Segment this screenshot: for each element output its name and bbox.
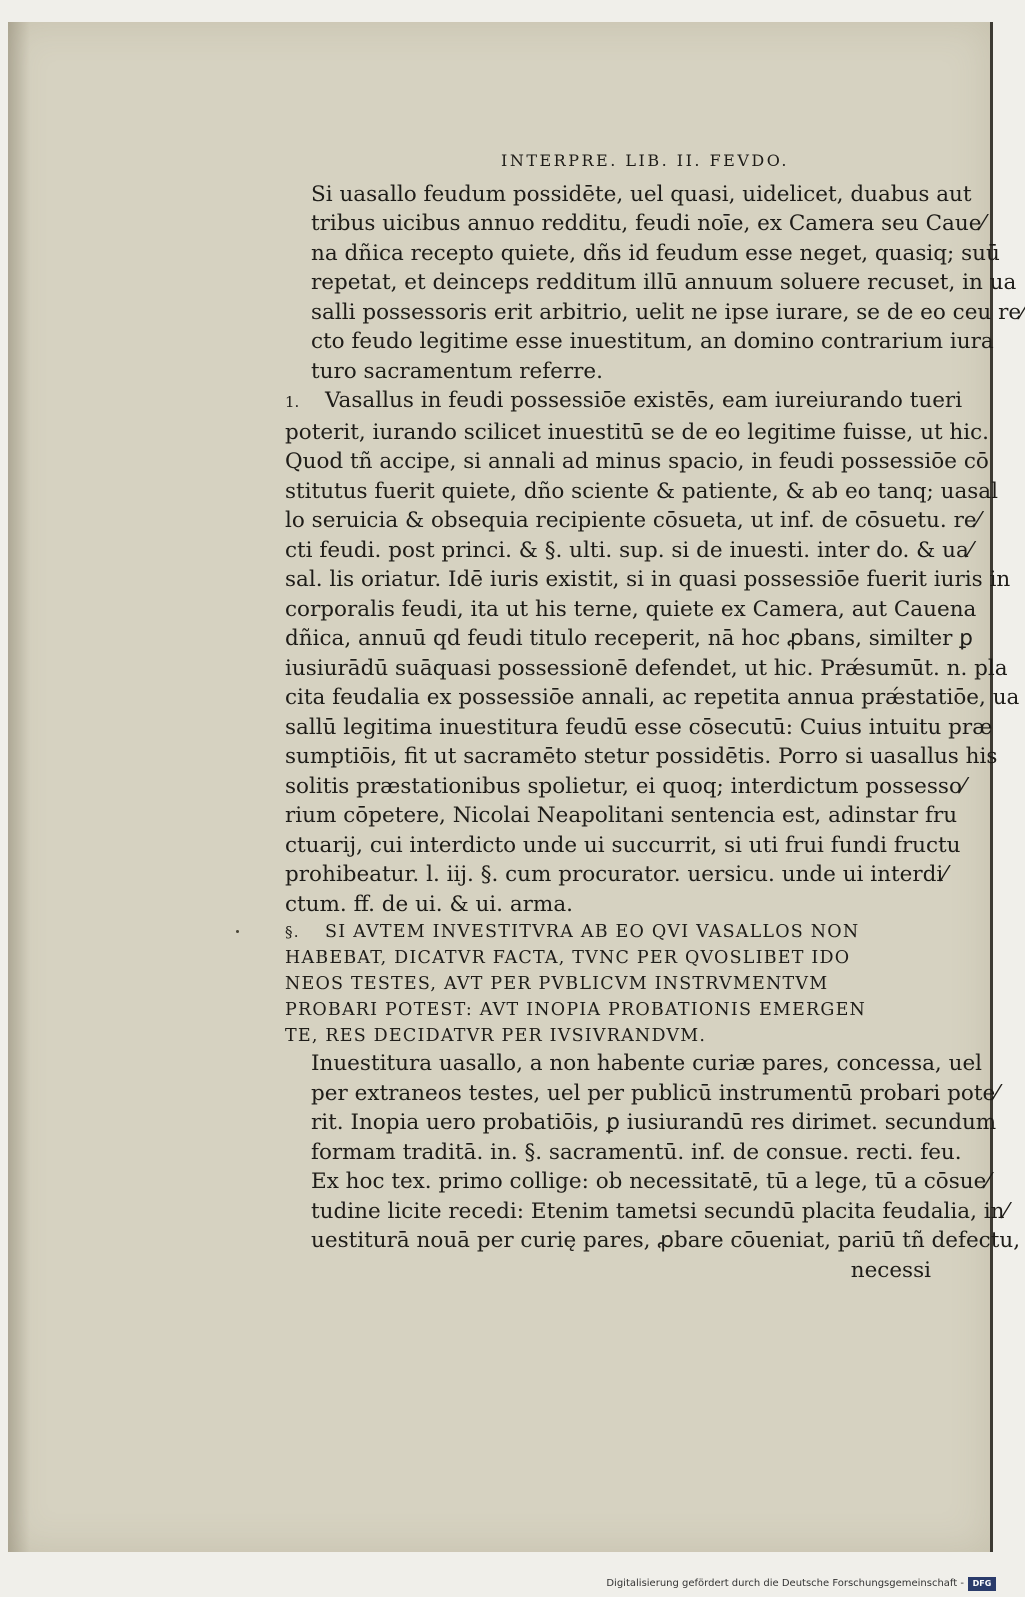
paragraphs-container xyxy=(285,180,1025,1256)
text-line xyxy=(285,1108,997,1138)
line-text: uestiturā nouā per curię pares, ꝓbare cōueniat, pariū tñ defectu, xyxy=(311,1228,1021,1253)
text-line xyxy=(285,268,1017,298)
line-text: ctuarij, cui interdicto unde ui succurrit, si uti frui fundi fructu xyxy=(285,832,961,858)
line-text: lo seruicia & obsequia recipiente cōsueta, ut inf. de cōsuetu. re⁄ xyxy=(285,508,981,533)
line-text: HABEBAT, DICATVR FACTA, TVNC PER QVOSLIBET IDO xyxy=(285,948,851,968)
line-text: turo sacramentum referre. xyxy=(311,358,603,384)
text-line xyxy=(285,801,958,831)
text-line xyxy=(285,1138,962,1168)
line-text: cita feudalia ex possessiōe annali, ac repetita annua prǽstatiōe, ua xyxy=(285,685,1020,710)
line-text: cti feudi. post princi. & §. ulti. sup. si de inuesti. inter do. & ua⁄ xyxy=(285,537,973,563)
text-line xyxy=(285,595,977,625)
line-text: Ex hoc tex. primo collige: ob necessitatē, tū a lege, tū a cōsue⁄ xyxy=(311,1169,990,1194)
margin-ink-dot xyxy=(236,930,239,933)
line-text: per extraneos testes, uel per publicū instrumentū probari pote⁄ xyxy=(311,1080,999,1106)
line-text: repetat, et deinceps redditum illū annuum soluere recuset, in ua xyxy=(311,270,1017,295)
line-text: rit. Inopia uero probatiōis, ꝑ iusiurandū res dirimet. secundum xyxy=(311,1110,997,1135)
text-line xyxy=(285,654,1008,684)
line-text: Si uasallo feudum possidēte, uel quasi, uidelicet, duabus aut xyxy=(311,181,972,207)
line-text: formam traditā. in. §. sacramentū. inf. de consue. recti. feu. xyxy=(311,1139,962,1165)
text-line xyxy=(285,890,935,920)
text-paragraph xyxy=(285,386,1020,919)
text-line xyxy=(285,1226,1021,1256)
text-block xyxy=(285,146,1025,1285)
catchword: necessi xyxy=(850,1257,931,1283)
line-text: tudine licite recedi: Etenim tametsi secundū placita feudalia, in⁄ xyxy=(311,1198,1009,1224)
text-line xyxy=(285,945,935,971)
text-line xyxy=(285,997,935,1023)
line-text: TE, RES DECIDATVR PER IVSIVRANDVM. xyxy=(285,1026,707,1046)
rubric-paragraph xyxy=(285,919,935,1049)
running-head: INTERPRE. LIB. II. FEVDO. xyxy=(501,151,789,170)
text-line xyxy=(285,477,998,507)
line-text: PROBARI POTEST: AVT INOPIA PROBATIONIS EMERGEN xyxy=(285,1000,867,1020)
paragraph-marker: 1. xyxy=(285,393,300,411)
text-paragraph xyxy=(285,1049,999,1167)
text-line xyxy=(285,536,973,566)
line-text: Quod tñ accipe, si annali ad minus spacio, in feudi possessiōe cō xyxy=(285,449,989,474)
paragraph-marker: §. xyxy=(285,923,300,941)
line-text: corporalis feudi, ita ut his terne, quiete ex Camera, aut Cauena xyxy=(285,596,977,622)
text-line xyxy=(285,1197,1009,1227)
text-line xyxy=(285,860,947,890)
text-line xyxy=(285,971,935,997)
line-text: poterit, iurando scilicet inuestitū se de eo legitime fuisse, ut hic. xyxy=(285,419,990,445)
text-line xyxy=(285,742,998,772)
line-text: sal. lis oriatur. Idē iuris existit, si in quasi possessiōe fuerit iuris in xyxy=(285,567,1011,592)
text-line xyxy=(285,565,1011,595)
footer-bar xyxy=(0,1576,1000,1597)
text-line xyxy=(285,624,973,654)
text-line xyxy=(285,1079,999,1109)
text-line xyxy=(285,298,1025,328)
line-text: iusiurādū suāquasi possessionē defendet, ut hic. Prǽsumūt. n. pla xyxy=(285,655,1008,681)
line-text: rium cōpetere, Nicolai Neapolitani sentencia est, adinstar fru xyxy=(285,803,958,828)
text-line xyxy=(285,772,966,802)
text-line xyxy=(285,418,990,448)
line-text: NEOS TESTES, AVT PER PVBLICVM INSTRVMENTVM xyxy=(285,974,829,994)
line-text: ctum. ff. de ui. & ui. arma. xyxy=(285,891,573,917)
text-paragraph xyxy=(285,180,1025,387)
line-text: dñica, annuū qd feudi titulo receperit, nā hoc ꝓbans, similter ꝑ xyxy=(285,626,973,651)
line-text: na dñica recepto quiete, dñs id feudum esse neget, quasiq; suū xyxy=(311,240,1000,266)
text-line xyxy=(285,447,989,477)
text-line xyxy=(285,683,1020,713)
line-text: sallū legitima inuestitura feudū esse cōsecutū: Cuius intuitu præ xyxy=(285,714,993,740)
page-gutter-shadow xyxy=(8,22,30,1552)
line-text: cto feudo legitime esse inuestitum, an domino contrarium iura xyxy=(311,329,994,354)
text-line xyxy=(285,327,994,357)
text-line xyxy=(285,357,935,387)
line-text: prohibeatur. l. iij. §. cum procurator. uersicu. unde ui interdi⁄ xyxy=(285,862,947,887)
text-line xyxy=(285,209,986,239)
text-paragraph xyxy=(285,1167,1021,1256)
text-line xyxy=(285,506,981,536)
line-text: Inuestitura uasallo, a non habente curiæ pares, concessa, uel xyxy=(311,1051,983,1076)
text-line xyxy=(285,919,935,945)
text-line xyxy=(285,180,972,210)
line-text: Vasallus in feudi possessiōe existēs, eam iureiurando tueri xyxy=(325,388,963,413)
text-line xyxy=(285,1167,990,1197)
line-text: tribus uicibus annuo redditu, feudi noīe, ex Camera seu Caue⁄ xyxy=(311,211,986,236)
text-line xyxy=(285,1023,935,1049)
line-text: solitis præstationibus spolietur, ei quoq; interdictum possesso⁄ xyxy=(285,773,966,799)
text-line xyxy=(285,386,963,418)
text-line xyxy=(285,239,1000,269)
line-text: stitutus fuerit quiete, dño sciente & patiente, & ab eo tanq; uasal xyxy=(285,478,998,504)
dfg-logo: DFG xyxy=(968,1577,996,1591)
line-text: salli possessoris erit arbitrio, uelit ne ipse iurare, se de eo ceu re⁄ xyxy=(311,299,1025,325)
footer-credit: Digitalisierung gefördert durch die Deutsche Forschungsgemeinschaft - xyxy=(606,1578,964,1589)
text-line xyxy=(285,1049,983,1079)
line-text: sumptiōis, fit ut sacramēto stetur possidētis. Porro si uasallus his xyxy=(285,744,998,769)
text-line xyxy=(285,713,993,743)
line-text: SI AVTEM INVESTITVRA AB EO QVI VASALLOS NON xyxy=(325,922,860,942)
text-line xyxy=(285,831,961,861)
